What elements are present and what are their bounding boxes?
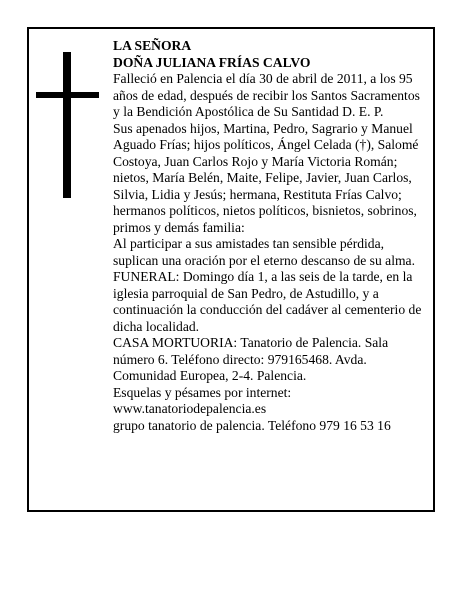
cross-vertical-bar [63, 52, 71, 198]
cross-icon [36, 52, 99, 198]
internet-condolences-label: Esquelas y pésames por internet: [113, 384, 292, 400]
funeral-home-contact: grupo tanatorio de palencia. Teléfono 979 16 53 16 [113, 417, 391, 433]
notice-heading-title: LA SEÑORA [113, 38, 192, 53]
family-list: Sus apenados hijos, Martina, Pedro, Sagrario y Manuel Aguado Frías; hijos políticos, Ángel Celada (†), Salomé Costoya, Juan Carlos Rojo y María Victoria Román; nietos, María Belén, Maite, Felipe, Javier, Juan Carlos, Silvia, Lidia y Jesús; hermana, Restituta Frías Calvo; hermanos políticos, nietos políticos, bisnietos, sobrinos, primos y demás familia: [113, 120, 419, 235]
mortuary-details: CASA MORTUORIA: Tanatorio de Palencia. Sala número 6. Teléfono directo: 979165468. Avda. Comunidad Europea, 2-4. Palencia. [113, 335, 389, 383]
death-announcement: Falleció en Palencia el día 30 de abril de 2011, a los 95 años de edad, después de recibir los Santos Sacramentos y la Bendición Apostólica de Su Santidad D. E. P. [113, 71, 420, 119]
obituary-text [113, 38, 423, 434]
prayer-request: Al participar a sus amistades tan sensible pérdida, suplican una oración por el eterno descanso de su alma. [113, 236, 415, 268]
funeral-details: FUNERAL: Domingo día 1, a las seis de la tarde, en la iglesia parroquial de San Pedro, de Astudillo, y a continuación la conducción del cadáver al cementerio de dicha localidad. [113, 269, 422, 334]
cross-horizontal-bar [36, 92, 99, 98]
website-url: www.tanatoriodepalencia.es [113, 401, 267, 416]
deceased-name: DOÑA JULIANA FRÍAS CALVO [113, 54, 311, 70]
